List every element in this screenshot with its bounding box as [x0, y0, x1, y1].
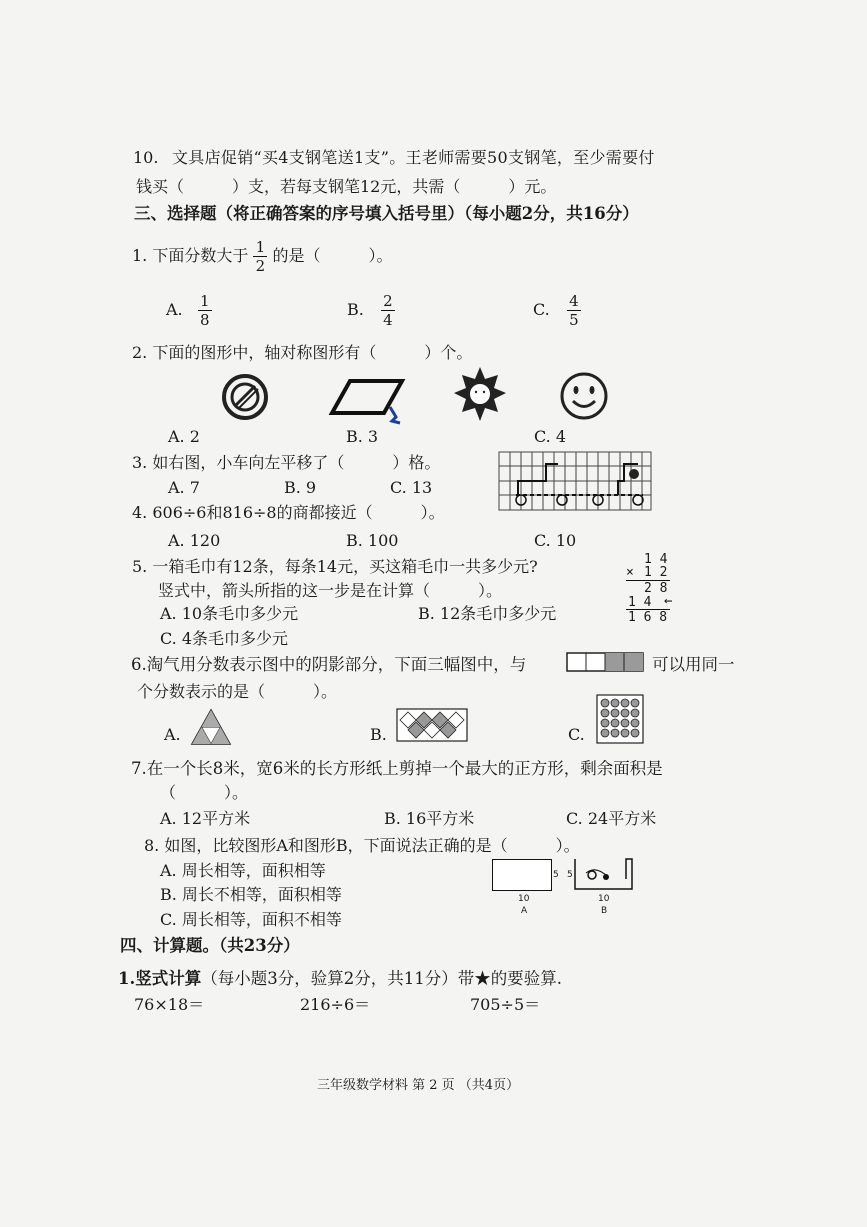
c4-option-b: B. 100 — [346, 531, 399, 550]
calc-operator: × — [626, 565, 634, 580]
c7-option-b: B. 16平方米 — [384, 809, 475, 828]
c2-option-c: C. 4 — [534, 427, 567, 446]
c7-option-a: A. 12平方米 — [160, 809, 251, 828]
c4-stem: 4. 606÷6和816÷8的商都接近（ ）。 — [132, 503, 445, 522]
calc-row1: 1 4 — [644, 552, 668, 567]
c1-option-b — [347, 292, 395, 329]
c4-option-a: A. 120 — [168, 531, 221, 550]
c6-stem-line1b: 可以用同一 — [652, 655, 735, 674]
smiley-icon — [558, 370, 610, 422]
c6-option-c: C. — [568, 725, 585, 744]
figure-b-label: B — [601, 906, 608, 916]
c7-stem-line1: 7.在一个长8米，宽6米的长方形纸上剪掉一个最大的正方形，剩余面积是 — [131, 759, 663, 778]
calc1-note: （每小题3分，验算2分，共11分）带★的要验算. — [201, 969, 562, 988]
c6-option-b: B. — [370, 725, 387, 744]
section3-title: 三、选择题（将正确答案的序号填入括号里）（每小题2分，共16分） — [134, 204, 639, 223]
c1-c-label: C. — [533, 300, 550, 319]
c6-stem-line2: 个分数表示的是（ ）。 — [137, 682, 338, 701]
parallelogram-shape — [328, 375, 408, 425]
calc1-title: 1.竖式计算 — [118, 969, 202, 988]
c1-suffix: 的是（ ）。 — [272, 246, 393, 265]
c8-option-a: A. 周长相等，面积相等 — [160, 861, 326, 880]
calc1-expr-1: 76×18＝ — [134, 995, 205, 1014]
c2-option-b: B. 3 — [346, 427, 379, 446]
c1-c-den: 5 — [569, 311, 579, 329]
compare-figures — [484, 855, 644, 921]
figure-a-rect — [492, 859, 552, 891]
c2-option-a: A. 2 — [168, 427, 200, 446]
c1-option-a — [166, 292, 212, 329]
c5-option-c: C. 4条毛巾多少元 — [160, 629, 289, 648]
c3-stem: 3. 如右图，小车向左平移了（ ）格。 — [132, 453, 441, 472]
c5-stem-line1: 5. 一箱毛巾有12条，每条14元，买这箱毛巾一共多少元? — [132, 557, 538, 576]
diamonds-figure — [396, 708, 468, 742]
c1-fraction — [253, 238, 267, 275]
c8-option-c: C. 周长相等，面积不相等 — [160, 910, 342, 929]
triangle-figure — [190, 708, 232, 746]
c3-option-a: A. 7 — [168, 478, 200, 497]
figure-a-side: 5 — [553, 870, 559, 880]
c1-a-label: A. — [166, 300, 183, 319]
dot-grid-figure — [596, 694, 644, 744]
figure-b-side: 5 — [567, 870, 573, 880]
figure-a-label: A — [521, 906, 528, 916]
q10-line2: 钱买（ ）支，若每支钢笔12元，共需（ ）元。 — [136, 177, 557, 196]
figure-b-shape — [572, 855, 638, 893]
c1-prefix: 1. 下面分数大于 — [132, 246, 249, 265]
page-footer: 三年级数学材料 第 2 页 （共4页） — [317, 1078, 520, 1093]
c5-stem-line2: 竖式中，箭头所指的这一步是在计算（ ）。 — [158, 581, 503, 600]
c1-b-fraction — [381, 292, 395, 329]
c8-option-b: B. 周长不相等，面积相等 — [160, 885, 342, 904]
c7-option-c: C. 24平方米 — [566, 809, 657, 828]
c1-b-num: 2 — [383, 292, 393, 310]
c7-stem-line2: （ ）。 — [160, 783, 249, 802]
calc-row4: 1 4 — [628, 595, 652, 610]
c3-option-b: B. 9 — [284, 478, 317, 497]
calc1-heading — [118, 968, 562, 990]
c1-c-num: 4 — [569, 292, 579, 310]
shaded-strip-figure — [566, 652, 644, 672]
no-sign-icon — [220, 372, 270, 422]
calc1-expr-3: 705÷5＝ — [470, 995, 541, 1014]
calc-row2: 1 2 — [644, 565, 668, 580]
c1-frac-den: 2 — [255, 257, 266, 275]
c1-a-num: 1 — [199, 292, 210, 310]
c1-stem — [132, 238, 393, 275]
car-grid-figure — [498, 450, 654, 514]
c2-stem: 2. 下面的图形中，轴对称图形有（ ）个。 — [132, 343, 473, 362]
calc-row3: 2 8 — [644, 581, 668, 596]
calc1-expr-2: 216÷6＝ — [300, 995, 371, 1014]
q10-line1: 文具店促销“买4支钢笔送1支”。王老师需要50支钢笔，至少需要付 — [172, 148, 655, 167]
c1-a-den: 8 — [199, 311, 210, 329]
c5-option-b: B. 12条毛巾多少元 — [418, 604, 557, 623]
c1-frac-num: 1 — [255, 238, 266, 256]
section4-title: 四、计算题。（共23分） — [120, 936, 300, 955]
c4-option-c: C. 10 — [534, 531, 577, 550]
figure-b-bottom: 10 — [598, 894, 610, 904]
c1-b-den: 4 — [383, 311, 393, 329]
c8-stem: 8. 如图，比较图形A和图形B，下面说法正确的是（ ）。 — [144, 836, 580, 855]
vertical-multiplication — [620, 552, 700, 624]
c1-b-label: B. — [347, 300, 364, 319]
arrow-left-icon: ← — [664, 593, 673, 609]
q10-number: 10. — [133, 148, 159, 167]
sun-icon — [452, 365, 508, 425]
c3-option-c: C. 13 — [390, 478, 433, 497]
c1-option-c — [533, 292, 581, 329]
figure-a-bottom: 10 — [518, 894, 530, 904]
c6-stem-line1a: 6.淘气用分数表示图中的阴影部分，下面三幅图中，与 — [131, 655, 527, 674]
c6-option-a: A. — [164, 725, 181, 744]
calc-row5: 1 6 8 — [628, 610, 668, 625]
c5-option-a: A. 10条毛巾多少元 — [160, 604, 299, 623]
c1-a-fraction — [198, 292, 212, 329]
c1-c-fraction — [567, 292, 581, 329]
